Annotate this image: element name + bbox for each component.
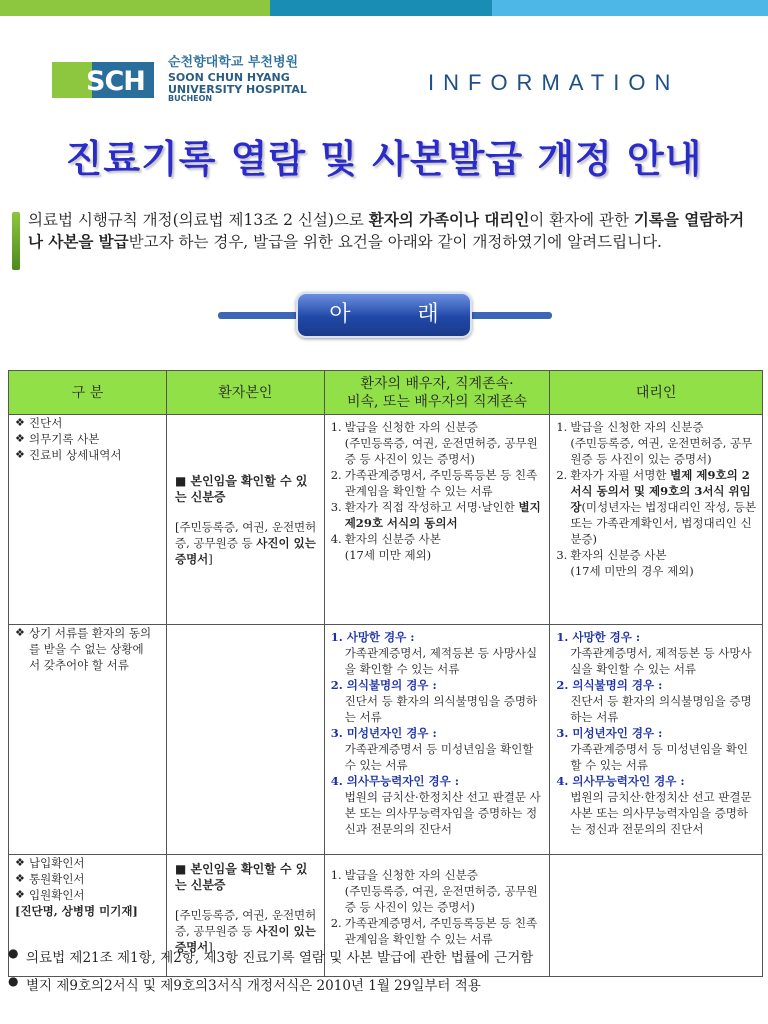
- row1-family: [324, 415, 550, 625]
- item-text: [345, 499, 546, 531]
- patient-id-title: ■ 본인임을 확인할 수 있는 신분증: [174, 862, 308, 892]
- item-text: [570, 467, 758, 547]
- header-patient: 환자본인: [166, 371, 324, 415]
- condition-desc: 가족관계증명서 등 미성년임을 확인할 수 있는 서류: [570, 742, 748, 772]
- condition-desc: 법원의 금치산·한정치산 선고 판결문 사본 또는 의사무능력자임을 증명하는 정신과 전문의의 진단서: [344, 790, 541, 836]
- condition-title: 1. 사망한 경우 :: [330, 630, 415, 644]
- intro-text-3: 받고자 하는 경우, 발급을 위한 요건을 아래와 같이 개정하였기에 알려드립니다.: [128, 233, 662, 251]
- item-text: 발급을 신청한 자의 신분증: [344, 420, 478, 434]
- condition-title: 1. 사망한 경우 :: [556, 630, 641, 644]
- logo-mark-text: SCH: [86, 66, 145, 97]
- arae-badge: 아 래: [296, 292, 472, 338]
- note-text: [주민등록증, 여권, 운전면허증, 공무원증 등: [174, 519, 317, 550]
- condition-title: 3. 미성년자인 경우 :: [330, 726, 437, 740]
- item-text: 가족관계증명서, 주민등록등본 등 친족관계임을 확인할 수 있는 서류: [344, 916, 538, 946]
- header-family-line2: 비속, 또는 배우자의 직계존속: [346, 393, 528, 410]
- item-subtext: (주민등록증, 여권, 운전면허증, 공무원증 등 사진이 있는 증명서): [344, 884, 538, 914]
- item-number: 1.: [556, 420, 568, 434]
- category-item: 진단서: [29, 416, 63, 430]
- header-family-line1: 환자의 배우자, 직계존속·: [360, 375, 514, 392]
- top-bar-sky: [492, 0, 768, 16]
- category-item: 진료비 상세내역서: [29, 448, 122, 462]
- condition-desc: 진단서 등 환자의 의식불명임을 증명하는 서류: [570, 694, 752, 724]
- information-label: INFORMATION: [428, 70, 680, 95]
- patient-id-note: [175, 519, 318, 567]
- item-text-bold: 별제 제9호의 2서식 동의서 및 제9호의 3서식 위임장: [570, 468, 751, 514]
- condition-title: 4. 의사무능력자인 경우 :: [330, 774, 459, 788]
- intro-accent-bar: [12, 212, 20, 270]
- table-header-row: [9, 371, 763, 415]
- diamond-bullet-icon: ❖: [15, 416, 25, 429]
- row2-patient-empty: [166, 625, 324, 855]
- top-color-bar: [0, 0, 768, 16]
- diamond-bullet-icon: ❖: [15, 626, 25, 639]
- condition-desc: 가족관계증명서, 제적등본 등 사망사실을 확인할 수 있는 서류: [344, 646, 538, 676]
- logo-text: [168, 56, 307, 103]
- row2-family: [324, 625, 550, 855]
- diamond-bullet-icon: ❖: [15, 872, 25, 885]
- condition-title: 4. 의사무능력자인 경우 :: [556, 774, 685, 788]
- item-text: 가족관계증명서, 주민등록등본 등 친족관계임을 확인할 수 있는 서류: [344, 468, 538, 498]
- category-item: 의무기록 사본: [29, 432, 100, 446]
- row1-category: [9, 415, 167, 625]
- item-subtext: (주민등록증, 여권, 운전면허증, 공무원증 등 사진이 있는 증명서): [344, 436, 538, 466]
- item-number: 2.: [330, 468, 342, 482]
- footer-note-2: [8, 974, 481, 994]
- bullet-dot-icon: ●: [8, 946, 19, 960]
- logo-korean-name: 순천향대학교 부천병원: [168, 55, 299, 71]
- requirements-table: [8, 370, 763, 977]
- intro-text-2: 이 환자에 관한: [529, 211, 634, 229]
- item-number: 1.: [330, 420, 342, 434]
- note-end: ]: [208, 551, 213, 566]
- condition-title: 2. 의식불명의 경우 :: [556, 678, 663, 692]
- row1-patient: [166, 415, 324, 625]
- page-title: 진료기록 열람 및 사본발급 개정 안내: [65, 137, 703, 181]
- item-text-part: 환자가 직접 작성하고 서명·날인한: [344, 500, 519, 514]
- item-subtext: (17세 미만의 경우 제외): [570, 564, 694, 578]
- condition-desc: 법원의 금치산·한정치산 선고 판결문 사본 또는 의사무능력자임을 증명하는 정신과 전문의의 진단서: [570, 790, 752, 836]
- item-text: 발급을 신청한 자의 신분증: [570, 420, 704, 434]
- footer-text: 의료법 제21조 제1항, 제2항, 제3항 진료기록 열람 및 사본 발급에 관한 법률에 근거함: [26, 950, 534, 966]
- diamond-bullet-icon: ❖: [15, 888, 25, 901]
- diamond-bullet-icon: ❖: [15, 856, 25, 869]
- condition-desc: 진단서 등 환자의 의식불명임을 증명하는 서류: [344, 694, 538, 724]
- row2-agent: [550, 625, 763, 855]
- footer-text: 별지 제9호의2서식 및 제9호의3서식 개정서식은 2010년 1월 29일부터 적용: [26, 978, 481, 994]
- item-text: 환자의 신분증 사본: [344, 532, 441, 546]
- patient-id-title: ■ 본인임을 확인할 수 있는 신분증: [174, 473, 308, 504]
- diamond-bullet-icon: ❖: [15, 432, 25, 445]
- logo-english-line3: BUCHEON: [168, 94, 213, 104]
- category-item: 입원확인서: [29, 888, 85, 902]
- item-text: 환자의 신분증 사본: [570, 548, 667, 562]
- hospital-logo: [52, 56, 307, 104]
- intro-bold-1: 환자의 가족이나 대리인: [368, 210, 530, 229]
- diamond-bullet-icon: ❖: [15, 448, 25, 461]
- condition-desc: 가족관계증명서, 제적등본 등 사망사실을 확인할 수 있는 서류: [570, 646, 752, 676]
- item-number: 3.: [556, 548, 568, 562]
- header-category: 구 분: [9, 371, 167, 415]
- category-item: 납입확인서: [29, 856, 85, 870]
- bullet-dot-icon: ●: [8, 974, 19, 988]
- intro-text-1: 의료법 시행규칙 개정(의료법 제13조 2 신설)으로: [28, 211, 369, 229]
- item-number: 2.: [556, 468, 568, 482]
- header-agent: 대리인: [550, 371, 763, 415]
- logo-english-line1: SOON CHUN HYANG: [168, 71, 290, 85]
- row3-agent-empty: [550, 855, 763, 977]
- category-note: [진단명, 상병명 미기재]: [15, 904, 138, 918]
- category-item: 통원확인서: [29, 872, 85, 886]
- note-end: ]: [208, 940, 213, 954]
- note-text: [주민등록증, 여권, 운전면허증, 공무원증 등: [174, 908, 317, 938]
- item-text-part: (미성년자는 법정대리인 작성, 등본 또는 가족관계확인서, 법정대리인 신분증): [570, 500, 757, 546]
- condition-title: 2. 의식불명의 경우 :: [330, 678, 437, 692]
- intro-bold-2: 기록을 열람하거나 사본을 발급: [28, 210, 745, 251]
- item-number: 4.: [330, 532, 342, 546]
- logo-english-line2: UNIVERSITY HOSPITAL: [168, 82, 307, 96]
- item-number: 2.: [330, 916, 342, 930]
- table-row: [9, 415, 763, 625]
- intro-paragraph: [28, 209, 758, 253]
- note-bold: 사진이 있는 증명서: [174, 535, 316, 566]
- header-family: [324, 371, 550, 415]
- item-number: 1.: [330, 868, 342, 882]
- item-text: 발급을 신청한 자의 신분증: [344, 868, 478, 882]
- item-number: 3.: [330, 500, 342, 514]
- top-bar-green: [0, 0, 270, 16]
- condition-title: 3. 미성년자인 경우 :: [556, 726, 663, 740]
- table-row: [9, 625, 763, 855]
- top-bar-teal: [270, 0, 492, 16]
- row2-category: [9, 625, 167, 855]
- note-bold: 사진이 있는 증명서: [174, 924, 316, 954]
- item-text-part: 환자가 자필 서명한: [570, 468, 671, 482]
- category-item: 상기 서류를 환자의 동의를 받을 수 없는 상황에서 갖추어야 할 서류: [29, 626, 152, 672]
- sch-logo-mark: [52, 62, 156, 98]
- item-subtext: (17세 미만 제외): [344, 548, 432, 562]
- condition-desc: 가족관계증명서 등 미성년임을 확인할 수 있는 서류: [344, 742, 534, 772]
- item-subtext: (주민등록증, 여권, 운전면허증, 공무원증 등 사진이 있는 증명서): [570, 436, 753, 466]
- item-text-bold: 별지 제29호 서식의 동의서: [344, 500, 541, 530]
- row1-agent: [550, 415, 763, 625]
- footer-note-1: [8, 946, 533, 966]
